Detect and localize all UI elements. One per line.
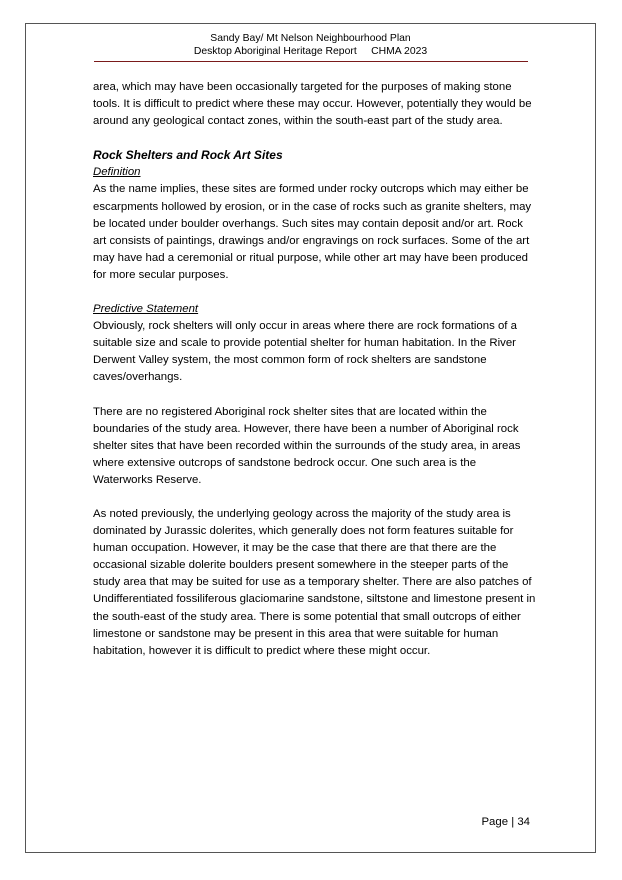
section-heading: Rock Shelters and Rock Art Sites <box>93 148 283 163</box>
predictive-paragraph-2: There are no registered Aboriginal rock shelter sites that are located within the boundaries of the study area. However, there have been a number of Aboriginal rock shelter sites that have been recorded within the surrounds of the study area, in areas where extensive outcrops of sandstone bedrock occur. One such area is the Waterworks Reserve. <box>93 405 521 486</box>
header-title: Sandy Bay/ Mt Nelson Neighbourhood Plan <box>210 33 411 44</box>
intro-paragraph: area, which may have been occasionally targeted for the purposes of making stone tools. It is difficult to predict where these may occur. However, potentially they would be around any geological contact zones, within the south-east part of the study area. <box>93 81 532 128</box>
definition-label: Definition <box>93 166 141 179</box>
predictive-paragraph-1: Obviously, rock shelters will only occur in areas where there are rock formations of a suitable size and scale to provide potential shelter for human habitation. In the River Derwent Valley system, the most common form of rock shelters are sandstone caves/overhangs. <box>93 320 517 384</box>
page-header <box>26 33 595 58</box>
document-body <box>93 79 538 677</box>
predictive-statement-label: Predictive Statement <box>93 303 199 316</box>
definition-paragraph: As the name implies, these sites are formed under rocky outcrops which may either be escarpments hollowed by erosion, or in the case of rocks such as granite shelters, may be located under boulder overhangs. Such sites may contain deposit and/or art. Rock art consists of paintings, drawings and/or engravings on rock surfaces. Some of the art may have had a ceremonial or ritual purpose, while other art may have been produced for more secular purposes. <box>93 183 532 281</box>
predictive-paragraph-3: As noted previously, the underlying geology across the majority of the study area is dominated by Jurassic dolerites, which generally does not form features suitable for human occupation. However, it may be the case that there are that there are the occasional sizable dolerite boulders present somewhere in the steeper parts of the study area that may be suited for use as a temporary shelter. There are also patches of Undifferentiated fossiliferous glaciomarine sandstone, siltstone and limestone present in the south-east of the study area. There is some potential that small outcrops of either limestone or sandstone may be present in this area that were suitable for human habitation, however it is difficult to predict where these might occur. <box>93 507 536 657</box>
page-number: Page | 34 <box>481 816 530 828</box>
header-divider <box>94 61 528 62</box>
header-subtitle: Desktop Aboriginal Heritage Report CHMA 2023 <box>193 45 428 57</box>
